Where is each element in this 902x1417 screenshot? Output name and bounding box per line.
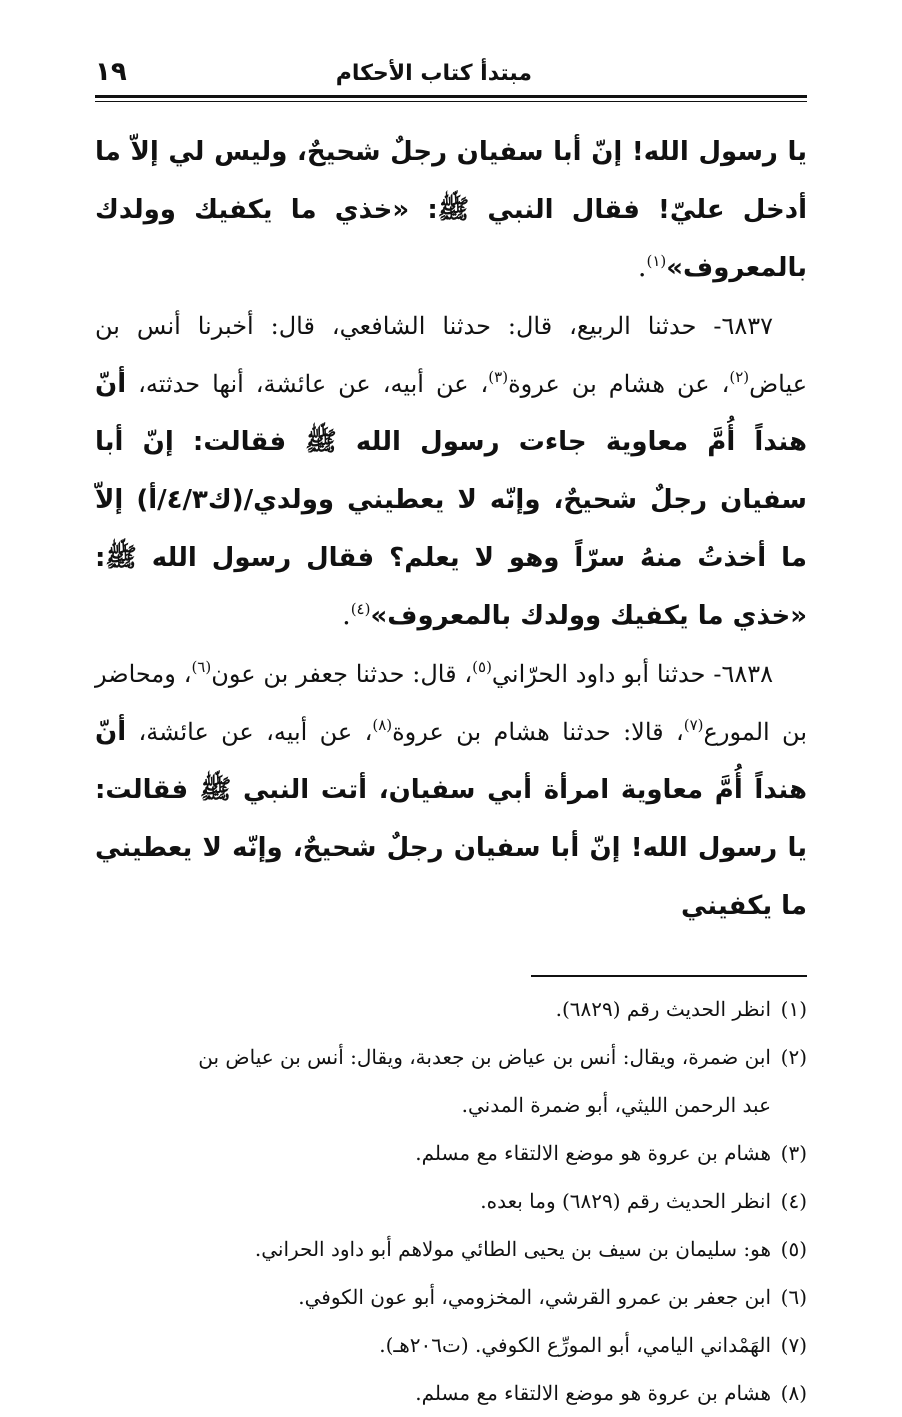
isnad-text: ، عن هشام بن عروة [508, 370, 730, 398]
hadith-matn: أنّ هنداً أُمَّ معاوية جاءت رسول الله ﷺ فقالت: إنّ أبا سفيان رجلٌ شحيحٌ، وإنّه لا يعطيني وولدي/(ك٤/٣/أ) إلاّ ما أخذتُ منهُ سرّاً وهو لا يعلم؟ فقال رسول الله ﷺ: «خذي ما يكفيك وولدك بالمعروف» [95, 369, 807, 631]
footnote-continuation: عبد الرحمن الليثي، أبو ضمرة المدني. [461, 1093, 771, 1117]
footnote-text: هو: سليمان بن سيف بن يحيى الطائي مولاهم أبو داود الحراني. [254, 1237, 771, 1261]
footnote-ref-6[interactable]: (٦) [191, 658, 212, 676]
header-rule-thin [95, 101, 807, 102]
footnote-separator [531, 975, 807, 977]
isnad-text: ٦٨٣٧- حدثنا الربيع، قال: حدثنا الشافعي، قال: أخبرنا أنس بن عياض [95, 312, 808, 398]
footnote-number: (٣) [780, 1141, 807, 1165]
footnote-number: (٦) [780, 1285, 807, 1309]
paragraph-continuation [95, 123, 807, 297]
footnote-number: (١) [780, 997, 807, 1021]
footnote-number: (٥) [780, 1237, 807, 1261]
main-text [95, 123, 807, 935]
hadith-6838 [95, 645, 807, 935]
footnote-text: انظر الحديث رقم (٦٨٢٩) وما بعده. [480, 1189, 771, 1213]
footnote-4 [95, 1177, 807, 1225]
footnote-3 [95, 1129, 807, 1177]
hadith-matn: أنّ هنداً أُمَّ معاوية امرأة أبي سفيان، أتت النبي ﷺ فقالت: يا رسول الله! إنّ أبا سفيان رجلٌ شحيحٌ، وإنّه لا يعطيني ما يكفيني [95, 717, 807, 921]
paragraph-end: . [342, 600, 351, 631]
footnote-text: هشام بن عروة هو موضع الالتقاء مع مسلم. [415, 1141, 771, 1165]
isnad-text: ، قالا: حدثنا هشام بن عروة [392, 718, 684, 746]
footnote-ref-2[interactable]: (٢) [729, 368, 750, 386]
footnote-5 [95, 1225, 807, 1273]
header-rule-thick [95, 95, 807, 98]
page-number: ١٩ [95, 57, 127, 87]
book-page [95, 55, 807, 1417]
footnote-7 [95, 1321, 807, 1369]
footnote-number: (٨) [780, 1381, 807, 1405]
footnote-ref-3[interactable]: (٣) [488, 368, 509, 386]
footnote-text: ابن ضمرة، ويقال: أنس بن عياض بن جعدبة، ويقال: أنس بن عياض بن [198, 1045, 771, 1069]
footnotes [95, 985, 807, 1417]
footnote-ref-1[interactable]: (١) [646, 252, 667, 270]
footnote-ref-5[interactable]: (٥) [472, 658, 492, 676]
footnote-8 [95, 1369, 807, 1417]
footnote-number: (٢) [780, 1045, 807, 1069]
hadith-6837 [95, 297, 807, 645]
page-header [95, 55, 807, 95]
hadith-matn: يا رسول الله! إنّ أبا سفيان رجلٌ شحيحٌ، وليس لي إلاّ ما أدخل عليّ! فقال النبي ﷺ: «خذي ما يكفيك وولدك بالمعروف» [95, 137, 807, 283]
footnote-1 [95, 985, 807, 1033]
isnad-text: ، عن أبيه، عن عائشة، أنها حدثته، [126, 370, 489, 398]
footnote-text: هشام بن عروة هو موضع الالتقاء مع مسلم. [415, 1381, 771, 1405]
isnad-text: ٦٨٣٨- حدثنا أبو داود الحرّاني [491, 660, 773, 688]
footnote-ref-7[interactable]: (٧) [683, 716, 704, 734]
footnote-number: (٤) [780, 1189, 807, 1213]
footnote-text: الهَمْداني اليامي، أبو المورِّع الكوفي. (ت٢٠٦هـ). [379, 1333, 771, 1357]
running-title: مبتدأ كتاب الأحكام [335, 61, 532, 86]
footnote-text: ابن جعفر بن عمرو القرشي، المخزومي، أبو عون الكوفي. [298, 1285, 771, 1309]
footnote-6 [95, 1273, 807, 1321]
footnote-ref-4[interactable]: (٤) [350, 600, 371, 618]
footnote-ref-8[interactable]: (٨) [372, 716, 393, 734]
footnote-text: انظر الحديث رقم (٦٨٢٩). [555, 997, 771, 1021]
footnote-number: (٧) [780, 1333, 807, 1357]
isnad-text: ، قال: حدثنا جعفر بن عون [211, 660, 473, 688]
isnad-text: ، عن أبيه، عن عائشة، [126, 718, 373, 746]
paragraph-end: . [637, 252, 647, 283]
footnote-2 [95, 1033, 807, 1081]
isnad-text: ، ومحاضر بن المورع [95, 660, 807, 746]
